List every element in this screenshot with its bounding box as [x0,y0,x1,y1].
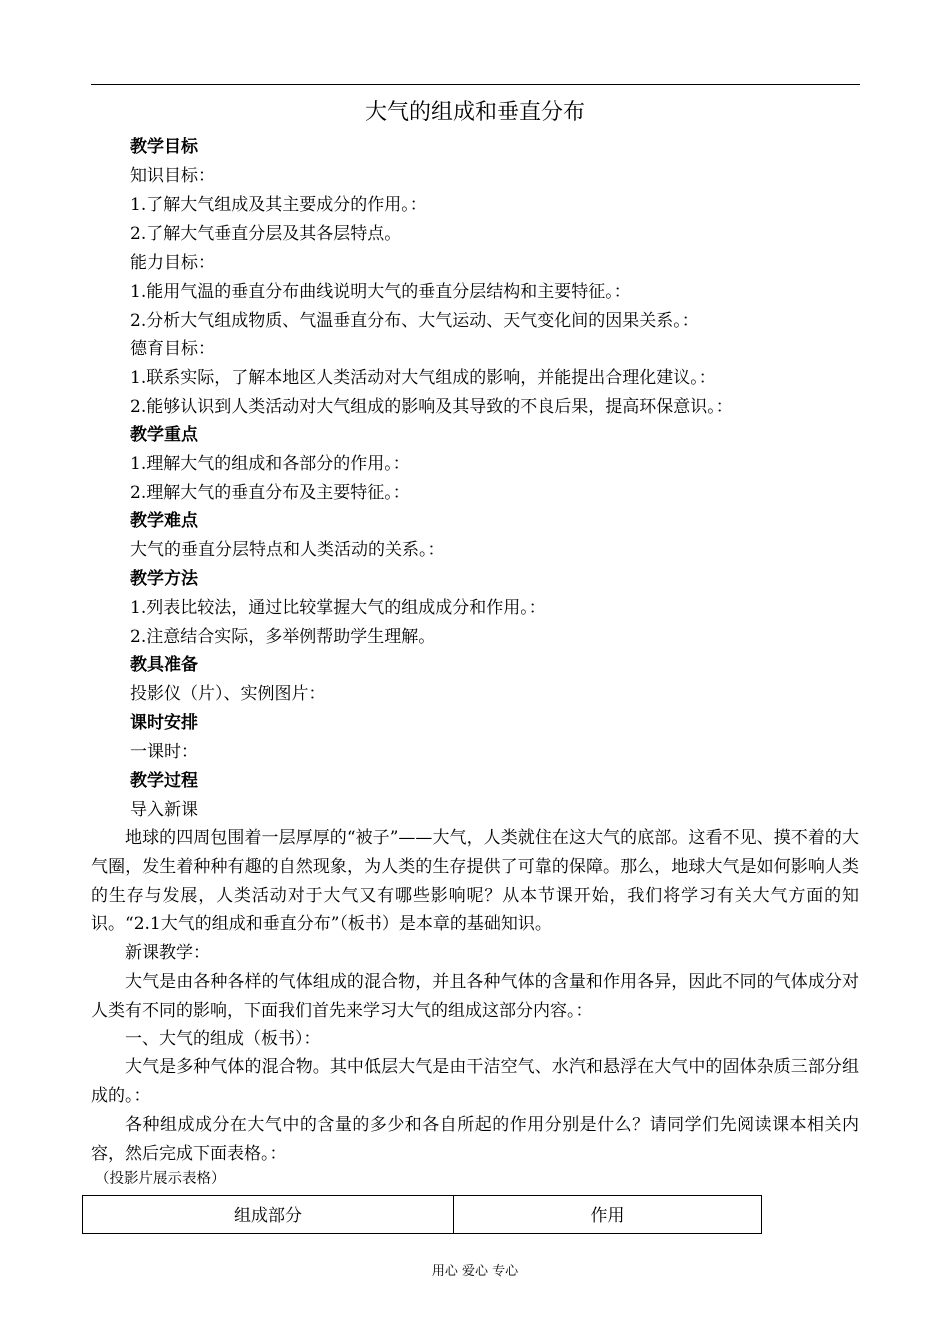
composition-table [82,1195,762,1234]
heading-materials: 教具准备 [130,655,198,675]
moral-goals-label: 德育目标： [130,339,215,359]
paragraph-section-heading: 一、大气的组成（板书）： [125,1029,321,1049]
table-caption: （投影片展示表格） [95,1171,226,1187]
materials-text: 投影仪（片）、实例图片： [130,684,326,704]
schedule-text: 一课时： [130,742,198,762]
heading-process: 教学过程 [130,771,198,791]
paragraph-composition-intro: 大气是由各种各样的气体组成的混合物，并且各种气体的含量和作用各异，因此不同的气体成分对人类有不同的影响，下面我们首先来学习大气的组成这部分内容。： [91,972,859,1021]
paragraph-table-intro: 各种组成成分在大气中的含量的多少和各自所起的作用分别是什么？请同学们先阅读课本相关内容，然后完成下面表格。： [91,1115,859,1164]
heading-methods: 教学方法 [130,569,198,589]
paragraph-intro: 地球的四周包围着一层厚厚的“被子”——大气，人类就住在这大气的底部。这看不见、摸不着的大气圈，发生着种种有趣的自然现象，为人类的生存提供了可靠的保障。那么，地球大气是如何影响人类的生存与发展，人类活动对于大气又有哪些影响呢？从本节课开始，我们将学习有关大气方面的知识。“2.1大气的组成和垂直分布”（板书）是本章的基础知识。 [91,828,859,935]
key-point-2: 2.理解大气的垂直分布及主要特征。： [130,483,410,503]
ability-goals-label: 能力目标： [130,253,215,273]
heading-schedule: 课时安排 [130,713,198,733]
ability-goal-1: 1.能用气温的垂直分布曲线说明大气的垂直分层结构和主要特征。： [130,282,631,302]
header-rule [91,84,860,85]
moral-goal-2: 2.能够认识到人类活动对大气组成的影响及其导致的不良后果，提高环保意识。： [130,397,733,417]
knowledge-goal-2: 2.了解大气垂直分层及其各层特点。 [130,224,402,244]
heading-difficulties: 教学难点 [130,511,198,531]
key-point-1: 1.理解大气的组成和各部分的作用。： [130,454,410,474]
table-header-row [83,1196,762,1234]
page-footer: 用心 爱心 专心 [431,1264,519,1279]
moral-goal-1: 1.联系实际，了解本地区人类活动对大气组成的影响，并能提出合理化建议。： [130,368,716,388]
paragraph-new-lesson: 新课教学： [125,943,210,963]
table-header-cell: 组成部分 [83,1196,454,1234]
ability-goal-2: 2.分析大气组成物质、气温垂直分布、大气运动、天气变化间的因果关系。： [130,311,699,331]
knowledge-goals-label: 知识目标： [130,166,215,186]
paragraph-composition: 大气是多种气体的混合物。其中低层大气是由干洁空气、水汽和悬浮在大气中的固体杂质三部分组成的。： [91,1057,859,1106]
difficulty-text: 大气的垂直分层特点和人类活动的关系。： [130,540,445,560]
page-title: 大气的组成和垂直分布 [364,100,585,125]
method-2: 2.注意结合实际，多举例帮助学生理解。 [130,627,436,647]
table-header-cell: 作用 [454,1196,762,1234]
knowledge-goal-1: 1.了解大气组成及其主要成分的作用。： [130,195,427,215]
heading-teaching-goals: 教学目标 [130,137,198,157]
method-1: 1.列表比较法，通过比较掌握大气的组成成分和作用。： [130,598,546,618]
heading-key-points: 教学重点 [130,425,198,445]
intro-label: 导入新课 [130,800,198,820]
